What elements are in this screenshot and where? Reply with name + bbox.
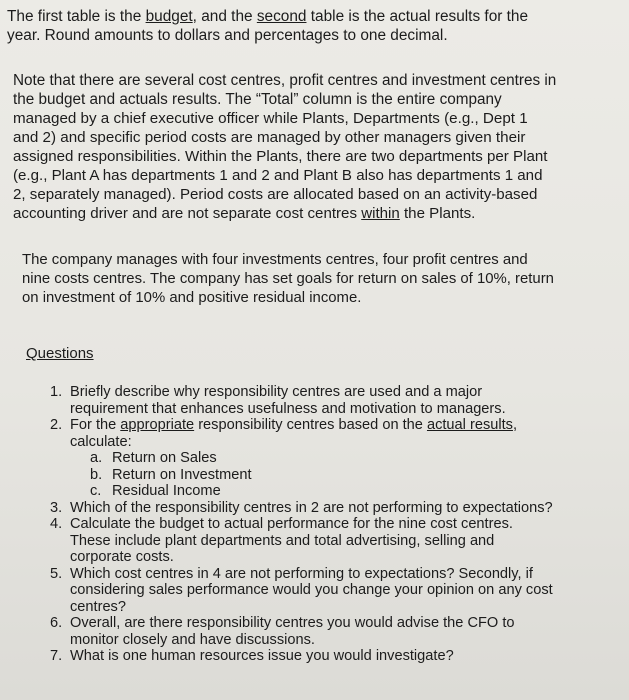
questions-heading: Questions (26, 345, 94, 362)
intro-text: The first table is the (7, 8, 146, 25)
question-number: 2. (50, 417, 63, 433)
question-text: centres? (70, 598, 126, 615)
sub-question-text: Residual Income (112, 483, 221, 499)
note-line-6: (e.g., Plant A has departments 1 and 2 and Plant B also has departments 1 and (13, 167, 543, 184)
underlined-within: within (361, 205, 400, 222)
company-line-2: nine costs centres. The company has set goals for return on sales of 10%, return (22, 271, 554, 287)
question-number: 1. (50, 384, 63, 400)
note-line-4: and 2) and specific period costs are managed by other managers given their (13, 129, 526, 146)
note-text: accounting driver and are not separate cost centres (13, 205, 362, 222)
sub-question-text: Return on Investment (112, 466, 252, 483)
question-text: calculate: (70, 433, 132, 450)
question-number: 4. (50, 516, 63, 532)
underlined-appropriate: appropriate (120, 417, 195, 433)
company-line-3: on investment of 10% and positive residual income. (22, 290, 362, 306)
intro-line-1 (7, 8, 528, 26)
question-number: 7. (50, 648, 63, 664)
question-text: Calculate the budget to actual performance for the nine cost centres. (70, 516, 513, 532)
question-text: corporate costs. (70, 549, 174, 565)
questions-list (50, 384, 620, 665)
question-text: Overall, are there responsibility centres you would advise the CFO to (70, 615, 515, 631)
question-text: considering sales performance would you change your opinion on any cost (70, 582, 553, 598)
question-number: 5. (50, 565, 63, 582)
sub-question-letter: a. (90, 450, 103, 466)
note-text: the Plants. (399, 205, 476, 222)
question-number: 6. (50, 615, 63, 631)
question-3 (50, 500, 620, 517)
question-text: Which of the responsibility centres in 2 are not performing to expectations? (70, 499, 553, 516)
sub-question-letter: b. (90, 466, 103, 483)
question-text: Briefly describe why responsibility centres are used and a major (70, 384, 483, 400)
question-text-part: For the (70, 417, 121, 433)
company-line-1: The company manages with four investments centres, four profit centres and (22, 252, 528, 268)
underlined-budget: budget (145, 8, 193, 25)
question-6 (50, 615, 620, 648)
intro-text: , and the (192, 8, 257, 25)
question-7 (50, 648, 620, 665)
question-text: requirement that enhances usefulness and motivation to managers. (70, 400, 506, 417)
question-2 (50, 417, 620, 500)
question-text (70, 417, 620, 434)
question-text: monitor closely and have discussions. (70, 631, 315, 648)
sub-question-b (90, 466, 620, 484)
question-text: These include plant departments and total advertising, selling and (70, 532, 495, 549)
note-line-2: the budget and actuals results. The “Total” column is the entire company (13, 91, 502, 108)
question-4 (50, 516, 620, 566)
note-line-7: 2, separately managed). Period costs are allocated based on an activity-based (13, 186, 538, 203)
note-line-1: Note that there are several cost centres, profit centres and investment centres in (13, 72, 557, 89)
note-line-5: assigned responsibilities. Within the Plants, there are two departments per Plant (13, 148, 548, 165)
note-line-8 (13, 205, 475, 223)
question-text-part: , (512, 417, 518, 433)
underlined-second: second (256, 8, 307, 25)
note-line-3: managed by a chief executive officer while Plants, Departments (e.g., Dept 1 (13, 110, 528, 127)
intro-line-2: year. Round amounts to dollars and percentages to one decimal. (7, 27, 448, 44)
question-1 (50, 384, 620, 417)
sub-question-text: Return on Sales (112, 450, 217, 466)
question-text: What is one human resources issue you would investigate? (70, 648, 454, 664)
question-text-part: responsibility centres based on the (194, 417, 427, 433)
intro-text: table is the actual results for the (306, 8, 529, 25)
question-5 (50, 566, 620, 616)
sub-question-letter: c. (90, 483, 102, 499)
question-text: Which cost centres in 4 are not performing to expectations? Secondly, if (70, 565, 533, 582)
underlined-actual-results: actual results (426, 417, 513, 433)
question-number: 3. (50, 499, 63, 516)
sub-question-a (90, 450, 620, 467)
sub-question-c (90, 483, 620, 500)
